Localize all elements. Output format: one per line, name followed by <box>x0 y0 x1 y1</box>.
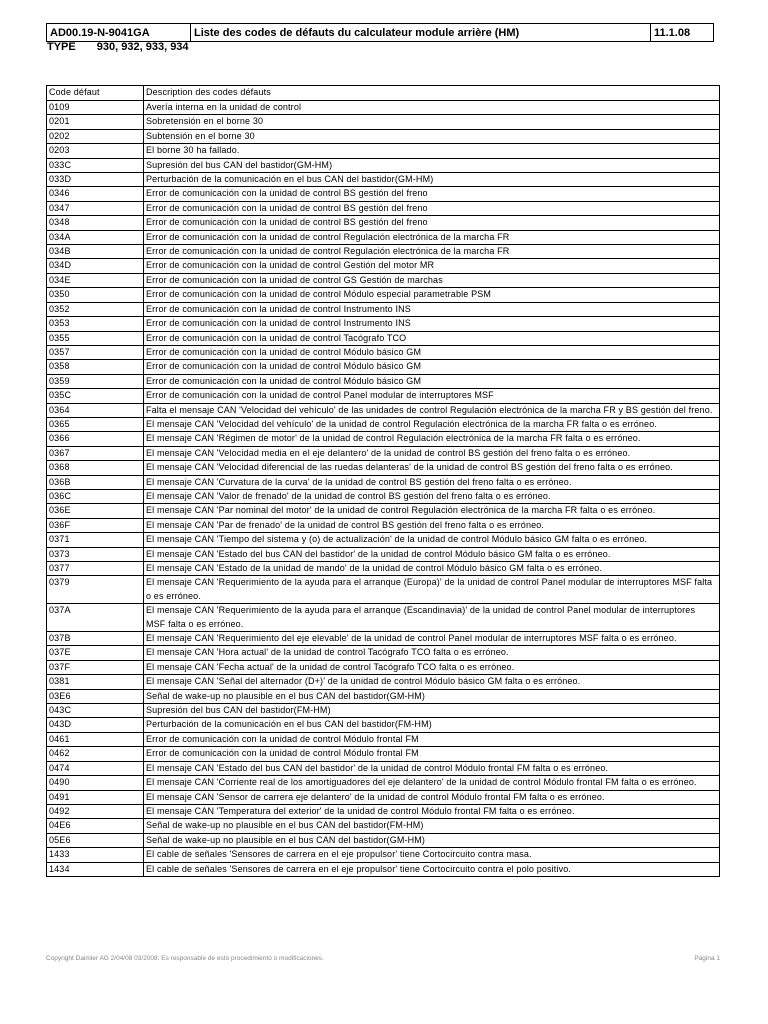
fault-description: El mensaje CAN 'Régimen de motor' de la unidad de control Regulación electrónica de la marcha FR falta o es erróneo. <box>144 432 720 446</box>
table-row <box>47 201 720 215</box>
table-row <box>47 144 720 158</box>
fault-description: Error de comunicación con la unidad de control Instrumento INS <box>144 317 720 331</box>
fault-description: El mensaje CAN 'Requerimiento de la ayuda para el arranque (Escandinavia)' de la unidad de control Panel modular de interruptores MSF falta o es erróneo. <box>144 604 720 632</box>
fault-description: El mensaje CAN 'Hora actual' de la unidad de control Tacógrafo TCO falta o es erróneo. <box>144 646 720 660</box>
fault-code: 036C <box>47 489 144 503</box>
fault-description: El mensaje CAN 'Temperatura del exterior' de la unidad de control Módulo frontal FM falta o es erróneo. <box>144 804 720 818</box>
fault-code: 034A <box>47 230 144 244</box>
table-row <box>47 761 720 775</box>
table-row <box>47 790 720 804</box>
table-row <box>47 562 720 576</box>
fault-code: 03E6 <box>47 689 144 703</box>
fault-code: 037B <box>47 632 144 646</box>
table-row <box>47 646 720 660</box>
fault-code: 04E6 <box>47 819 144 833</box>
fault-code: 0201 <box>47 115 144 129</box>
fault-code: 0203 <box>47 144 144 158</box>
fault-description: Perturbación de la comunicación en el bus CAN del bastidor(GM-HM) <box>144 173 720 187</box>
fault-description: El mensaje CAN 'Estado del bus CAN del bastidor' de la unidad de control Módulo frontal FM falta o es erróneo. <box>144 761 720 775</box>
fault-code: 0359 <box>47 374 144 388</box>
table-row <box>47 632 720 646</box>
table-row <box>47 374 720 388</box>
fault-code: 0366 <box>47 432 144 446</box>
table-row <box>47 302 720 316</box>
fault-code: 0490 <box>47 776 144 790</box>
doc-title: Liste des codes de défauts du calculateur module arrière (HM) <box>191 24 651 41</box>
fault-description: El mensaje CAN 'Requerimiento de la ayuda para el arranque (Europa)' de la unidad de control Panel modular de interruptores MSF falta o es erróneo. <box>144 576 720 604</box>
table-row <box>47 518 720 532</box>
fault-code: 033D <box>47 173 144 187</box>
type-label: TYPE <box>47 41 76 53</box>
type-values: 930, 932, 933, 934 <box>96 41 189 53</box>
fault-description: Error de comunicación con la unidad de control BS gestión del freno <box>144 201 720 215</box>
fault-code: 0350 <box>47 288 144 302</box>
fault-description: Error de comunicación con la unidad de control Módulo básico GM <box>144 345 720 359</box>
table-row <box>47 504 720 518</box>
fault-description: El mensaje CAN 'Par nominal del motor' de la unidad de control Regulación electrónica de la marcha FR falta o es erróneo. <box>144 504 720 518</box>
fault-description: Supresión del bus CAN del bastidor(GM-HM) <box>144 158 720 172</box>
fault-description: Supresión del bus CAN del bastidor(FM-HM) <box>144 704 720 718</box>
table-row <box>47 129 720 143</box>
table-row <box>47 475 720 489</box>
fault-code: 0348 <box>47 216 144 230</box>
fault-code: 034D <box>47 259 144 273</box>
table-row <box>47 704 720 718</box>
fault-code: 0461 <box>47 732 144 746</box>
fault-description: Error de comunicación con la unidad de control Tacógrafo TCO <box>144 331 720 345</box>
fault-code-table <box>46 85 720 877</box>
fault-description: Avería interna en la unidad de control <box>144 101 720 115</box>
fault-code: 0379 <box>47 576 144 604</box>
fault-description: El mensaje CAN 'Fecha actual' de la unidad de control Tacógrafo TCO falta o es erróneo. <box>144 660 720 674</box>
fault-description: Señal de wake-up no plausible en el bus CAN del bastidor(FM-HM) <box>144 819 720 833</box>
fault-code: 037E <box>47 646 144 660</box>
fault-code: 0353 <box>47 317 144 331</box>
table-row <box>47 675 720 689</box>
type-line <box>47 40 189 54</box>
table-row <box>47 259 720 273</box>
fault-description: Error de comunicación con la unidad de control Módulo básico GM <box>144 360 720 374</box>
fault-description: Error de comunicación con la unidad de control Módulo especial parametrable PSM <box>144 288 720 302</box>
fault-code: 0364 <box>47 403 144 417</box>
fault-description: El mensaje CAN 'Estado del bus CAN del bastidor' de la unidad de control Módulo básico GM falta o es erróneo. <box>144 547 720 561</box>
fault-description: El mensaje CAN 'Par de frenado' de la unidad de control BS gestión del freno falta o es erróneo. <box>144 518 720 532</box>
table-row <box>47 576 720 604</box>
fault-description: El mensaje CAN 'Velocidad diferencial de las ruedas delanteras' de la unidad de control BS gestión del freno falta o es erróneo. <box>144 461 720 475</box>
table-row <box>47 432 720 446</box>
table-row <box>47 115 720 129</box>
fault-code: 0347 <box>47 201 144 215</box>
table-row <box>47 533 720 547</box>
fault-code: 037F <box>47 660 144 674</box>
fault-description: Error de comunicación con la unidad de control Módulo frontal FM <box>144 747 720 761</box>
fault-code: 035C <box>47 389 144 403</box>
fault-description: Error de comunicación con la unidad de control Regulación electrónica de la marcha FR <box>144 230 720 244</box>
table-row <box>47 273 720 287</box>
fault-code: 0474 <box>47 761 144 775</box>
fault-code: 036B <box>47 475 144 489</box>
fault-description: El mensaje CAN 'Velocidad del vehículo' de la unidad de control Regulación electrónica de la marcha FR falta o es erróneo. <box>144 417 720 431</box>
fault-description: Error de comunicación con la unidad de control BS gestión del freno <box>144 216 720 230</box>
fault-code: 034B <box>47 245 144 259</box>
table-row <box>47 446 720 460</box>
table-row <box>47 230 720 244</box>
table-row <box>47 317 720 331</box>
fault-description: El mensaje CAN 'Corriente real de los amortiguadores del eje delantero' de la unidad de control Módulo frontal FM falta o es erróneo. <box>144 776 720 790</box>
copyright-note: Copyright Daimler AG 2/04/08 03/2008. Es responsable de esto procedimiento o modificaciones. <box>46 955 324 962</box>
fault-code: 0462 <box>47 747 144 761</box>
fault-code: 0367 <box>47 446 144 460</box>
fault-code: 036E <box>47 504 144 518</box>
table-row <box>47 689 720 703</box>
fault-code: 0377 <box>47 562 144 576</box>
table-row <box>47 804 720 818</box>
table-row <box>47 461 720 475</box>
table-row <box>47 732 720 746</box>
fault-description: El mensaje CAN 'Curvatura de la curva' de la unidad de control BS gestión del freno falta o es erróneo. <box>144 475 720 489</box>
fault-code: 0368 <box>47 461 144 475</box>
table-row <box>47 216 720 230</box>
table-row <box>47 101 720 115</box>
table-row <box>47 360 720 374</box>
fault-code: 037A <box>47 604 144 632</box>
fault-description: Error de comunicación con la unidad de control Módulo básico GM <box>144 374 720 388</box>
fault-code: 034E <box>47 273 144 287</box>
table-row <box>47 173 720 187</box>
fault-description: El cable de señales 'Sensores de carrera en el eje propulsor' tiene Cortocircuito contra masa. <box>144 848 720 862</box>
fault-description: Señal de wake-up no plausible en el bus CAN del bastidor(GM-HM) <box>144 833 720 847</box>
table-row <box>47 489 720 503</box>
column-header-description: Description des codes défauts <box>144 86 720 101</box>
fault-description: Señal de wake-up no plausible en el bus CAN del bastidor(GM-HM) <box>144 689 720 703</box>
table-row <box>47 547 720 561</box>
table-row <box>47 245 720 259</box>
fault-description: Sobretensión en el borne 30 <box>144 115 720 129</box>
page-number: Página 1 <box>694 955 720 962</box>
fault-code: 043D <box>47 718 144 732</box>
fault-description: Error de comunicación con la unidad de control Regulación electrónica de la marcha FR <box>144 245 720 259</box>
fault-code: 0346 <box>47 187 144 201</box>
fault-code: 1434 <box>47 862 144 876</box>
table-row <box>47 660 720 674</box>
table-row <box>47 389 720 403</box>
table-row <box>47 187 720 201</box>
fault-description: El mensaje CAN 'Señal del alternador (D+)' de la unidad de control Módulo básico GM falta o es erróneo. <box>144 675 720 689</box>
fault-code: 0202 <box>47 129 144 143</box>
fault-code: 0492 <box>47 804 144 818</box>
table-row <box>47 776 720 790</box>
fault-code: 033C <box>47 158 144 172</box>
table-row <box>47 718 720 732</box>
doc-id: AD00.19-N-9041GA <box>47 24 191 41</box>
fault-description: El borne 30 ha fallado. <box>144 144 720 158</box>
column-header-code: Code défaut <box>47 86 144 101</box>
table-row <box>47 403 720 417</box>
fault-code: 0358 <box>47 360 144 374</box>
fault-description: Error de comunicación con la unidad de control Panel modular de interruptores MSF <box>144 389 720 403</box>
fault-code: 0365 <box>47 417 144 431</box>
table-row <box>47 417 720 431</box>
fault-description: El mensaje CAN 'Velocidad media en el eje delantero' de la unidad de control BS gestión del freno falta o es erróneo. <box>144 446 720 460</box>
fault-description: Perturbación de la comunicación en el bus CAN del bastidor(FM-HM) <box>144 718 720 732</box>
fault-code: 1433 <box>47 848 144 862</box>
fault-code: 043C <box>47 704 144 718</box>
fault-code: 0352 <box>47 302 144 316</box>
fault-code: 0373 <box>47 547 144 561</box>
table-row <box>47 288 720 302</box>
fault-code: 0357 <box>47 345 144 359</box>
fault-description: El mensaje CAN 'Requerimiento del eje elevable' de la unidad de control Panel modular de interruptores MSF falta o es erróneo. <box>144 632 720 646</box>
page-footer <box>46 955 720 962</box>
fault-code: 0371 <box>47 533 144 547</box>
fault-code: 0355 <box>47 331 144 345</box>
table-row <box>47 604 720 632</box>
table-header-row <box>47 86 720 101</box>
fault-code: 0381 <box>47 675 144 689</box>
fault-description: Falta el mensaje CAN 'Velocidad del vehículo' de las unidades de control Regulación electrónica de la marcha FR y BS gestión del freno. <box>144 403 720 417</box>
fault-description: Error de comunicación con la unidad de control BS gestión del freno <box>144 187 720 201</box>
table-row <box>47 747 720 761</box>
table-row <box>47 345 720 359</box>
fault-description: El cable de señales 'Sensores de carrera en el eje propulsor' tiene Cortocircuito contra el polo positivo. <box>144 862 720 876</box>
fault-description: Subtensión en el borne 30 <box>144 129 720 143</box>
table-row <box>47 331 720 345</box>
fault-code: 0109 <box>47 101 144 115</box>
fault-description: El mensaje CAN 'Tiempo del sistema y (o) de actualización' de la unidad de control Módulo básico GM falta o es erróneo. <box>144 533 720 547</box>
fault-code: 036F <box>47 518 144 532</box>
fault-description: Error de comunicación con la unidad de control Módulo frontal FM <box>144 732 720 746</box>
fault-description: Error de comunicación con la unidad de control GS Gestión de marchas <box>144 273 720 287</box>
table-row <box>47 833 720 847</box>
table-row <box>47 848 720 862</box>
fault-code: 05E6 <box>47 833 144 847</box>
fault-description: El mensaje CAN 'Sensor de carrera eje delantero' de la unidad de control Módulo frontal FM falta o es erróneo. <box>144 790 720 804</box>
fault-code: 0491 <box>47 790 144 804</box>
doc-date: 11.1.08 <box>654 27 691 39</box>
fault-description: El mensaje CAN 'Estado de la unidad de mando' de la unidad de control Módulo básico GM falta o es erróneo. <box>144 562 720 576</box>
table-row <box>47 158 720 172</box>
fault-description: Error de comunicación con la unidad de control Instrumento INS <box>144 302 720 316</box>
fault-description: El mensaje CAN 'Valor de frenado' de la unidad de control BS gestión del freno falta o es erróneo. <box>144 489 720 503</box>
table-row <box>47 862 720 876</box>
table-row <box>47 819 720 833</box>
fault-description: Error de comunicación con la unidad de control Gestión del motor MR <box>144 259 720 273</box>
